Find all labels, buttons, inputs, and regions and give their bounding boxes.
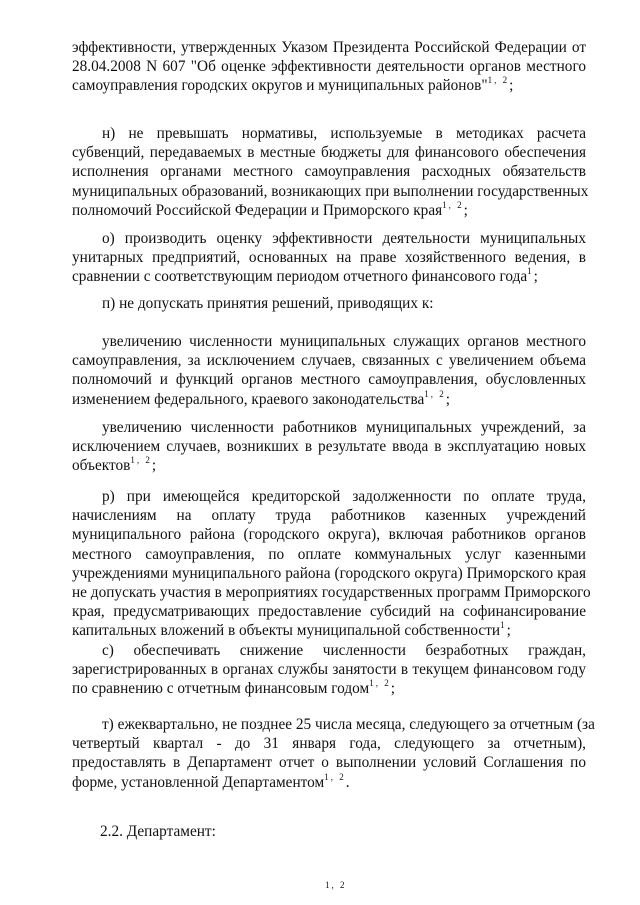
paragraph [72, 641, 586, 699]
footnote-ref: 1, 2 [424, 388, 446, 399]
punctuation: ; [506, 622, 511, 640]
paragraph-line: начислениям на оплату труда работников казенных учреждений [72, 507, 586, 525]
paragraph-line: учреждениями муниципального района (городского округа) Приморского края [72, 564, 586, 582]
paragraph-line: 28.04.2008 N 607 "Об оценке эффективности деятельности органов местного [72, 58, 586, 76]
footnote-ref: 1 [500, 620, 507, 631]
paragraph-line: самоуправления, за исключением случаев, связанных с увеличением объема [72, 352, 586, 370]
paragraph-line: полномочий Российской Федерации и Приморского края$^{1, 2}$; [72, 199, 468, 219]
paragraph-line: о) производить оценку эффективности деятельности муниципальных [102, 230, 586, 247]
punctuation: ; [533, 268, 538, 286]
footnote-ref: 1, 2 [324, 771, 346, 782]
paragraph-line: с) обеспечивать снижение численности безработных граждан, [102, 642, 586, 659]
paragraph-line: увеличению численности работников муниципальных учреждений, за [102, 419, 586, 436]
paragraph-line: муниципальных образований, возникающих при выполнении государственных [72, 182, 589, 200]
footnote-ref: 1, 2 [369, 678, 391, 689]
paragraph-line: местного самоуправления, по оплате коммунальных услуг казенными [72, 545, 586, 563]
paragraph-line: самоуправления городских округов и муниципальных районов"$^{1, 2}$; [72, 75, 514, 95]
paragraph [72, 38, 586, 96]
paragraph-line: муниципального района (городского округа), включая работников органов [72, 526, 586, 544]
paragraph [72, 715, 595, 792]
punctuation: . [345, 773, 350, 791]
paragraph-line: субвенций, передаваемых в местные бюджеты для финансового обеспечения [72, 144, 586, 162]
footnote-ref: 1, 2 [130, 455, 152, 466]
paragraph-line: предоставлять в Департамент отчет о выполнении условий Соглашения по [72, 754, 586, 772]
punctuation: ; [509, 77, 514, 95]
paragraph-line: р) при имеющейся кредиторской задолженности по оплате труда, [102, 488, 586, 505]
paragraph-line: форме, установленной Департаментом$^{1, 2}$. [72, 771, 350, 791]
paragraph-line: эффективности, утвержденных Указом Президента Российской Федерации от [72, 39, 586, 56]
paragraph [72, 124, 589, 220]
punctuation: ; [463, 201, 468, 219]
paragraph-line: исключением случаев, возникших в результате ввода в эксплуатацию новых [72, 438, 586, 456]
paragraph-line: края, предусматривающих предоставление субсидий на софинансирование [72, 603, 586, 621]
paragraph-line: по сравнению с отчетным финансовым годом$^{1, 2}$; [72, 678, 395, 698]
paragraph-line: зарегистрированных в органах службы занятости в текущем финансовом году [72, 661, 586, 679]
paragraph-line: увеличению численности муниципальных служащих органов местного [102, 333, 586, 350]
paragraph [72, 294, 586, 313]
paragraph-line: не допускать участия в мероприятиях государственных программ Приморского [72, 584, 591, 602]
footnote-ref: 1, 2 [487, 75, 510, 86]
paragraph-line: четвертый квартал - до 31 января года, следующего за отчетным), [72, 735, 586, 753]
punctuation: ; [390, 680, 395, 698]
paragraph-line: сравнении с соответствующим периодом отчетного финансового года$^1$; [72, 266, 538, 286]
paragraph-line: п) не допускать принятия решений, приводящих к: [102, 295, 434, 312]
section-heading: 2.2. Департамент: [100, 823, 216, 840]
paragraph [72, 418, 586, 476]
punctuation: ; [445, 390, 451, 408]
paragraph-line: н) не превышать нормативы, используемые в методиках расчета [102, 125, 586, 142]
paragraph [72, 229, 586, 287]
paragraph-line: объектов$^{1, 2}$; [72, 455, 157, 475]
footnote-marks: 1, 2 [325, 880, 347, 890]
paragraph-line: исполнения органами местного самоуправления расходных обязательств [72, 163, 586, 181]
paragraph-line: т) ежеквартально, не позднее 25 числа месяца, следующего за отчетным (за [102, 716, 595, 733]
paragraph-line: полномочий и функций органов местного самоуправления, обусловленных [72, 371, 586, 389]
footnote-ref: 1, 2 [442, 199, 464, 210]
paragraph [72, 332, 586, 409]
paragraph-line: изменением федерального, краевого законодательства$^{1, 2}$; [72, 388, 451, 408]
paragraph [72, 487, 591, 641]
paragraph-line: унитарных предприятий, основанных на праве хозяйственного ведения, в [72, 249, 586, 267]
punctuation: ; [151, 457, 157, 475]
paragraph-line: капитальных вложений в объекты муниципальной собственности$^1$; [72, 620, 511, 640]
footnote-ref: 1 [527, 266, 534, 277]
